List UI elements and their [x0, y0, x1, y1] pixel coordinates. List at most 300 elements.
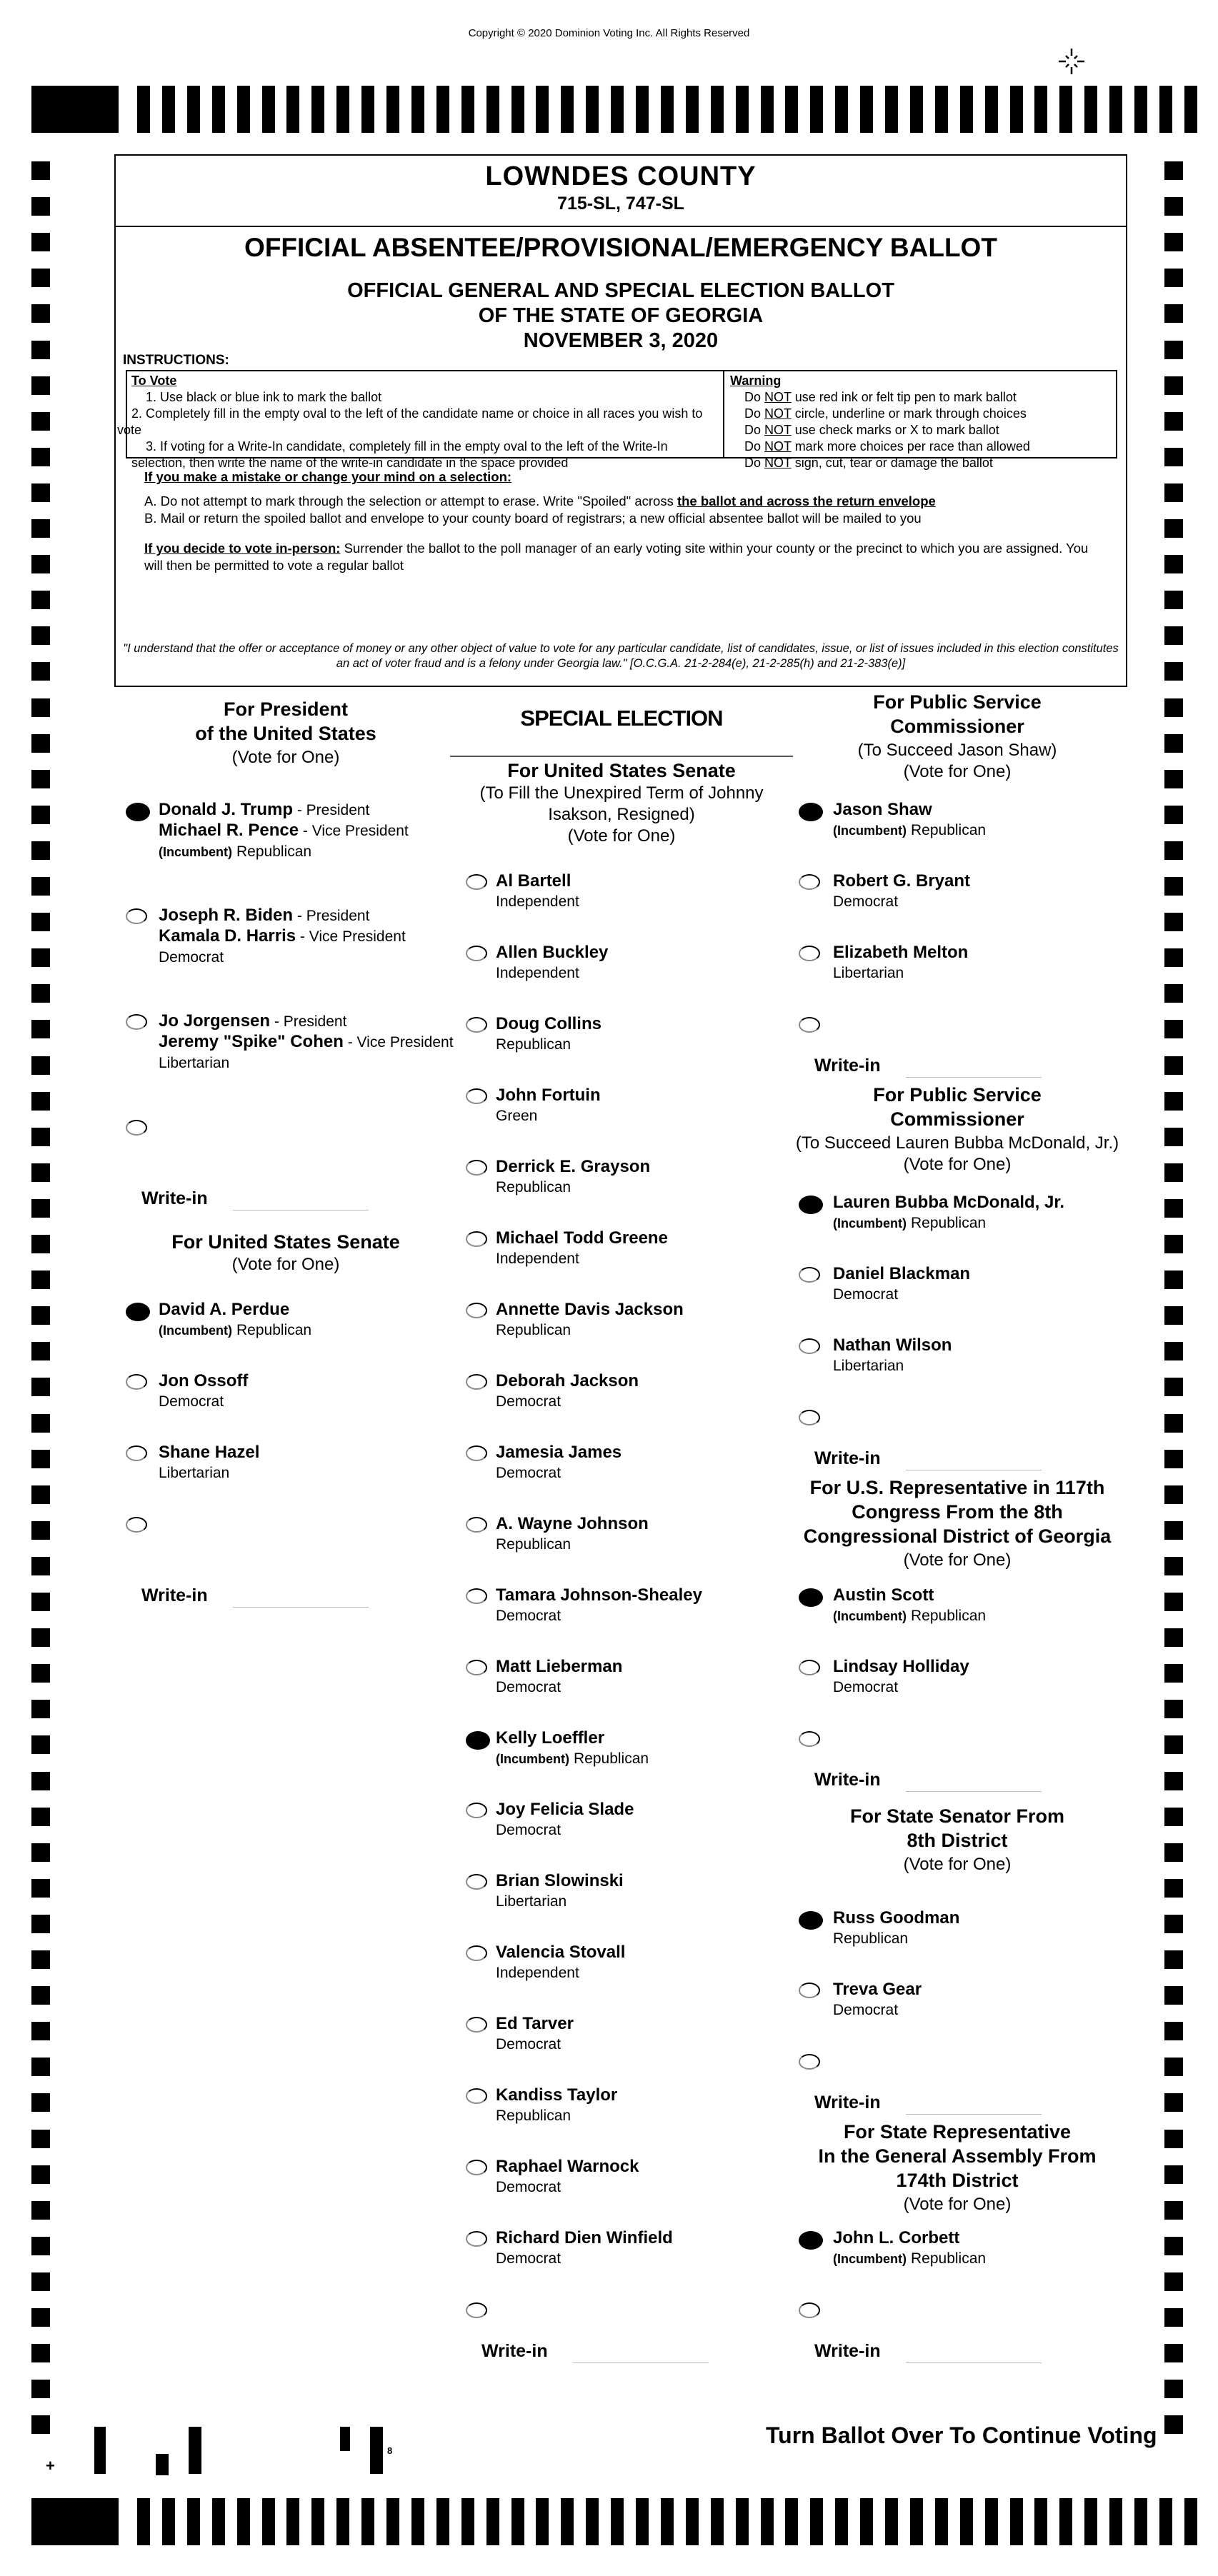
vote-oval[interactable] [466, 1374, 487, 1390]
write-in-oval[interactable] [126, 1120, 147, 1136]
vote-oval[interactable] [466, 1303, 487, 1318]
timing-mark [561, 86, 574, 133]
party-line [496, 1106, 601, 1126]
us-rep-title-line: For U.S. Representative in 117th [809, 1477, 1105, 1498]
vote-oval[interactable] [466, 1660, 487, 1675]
warning-post: sign, cut, tear or damage the ballot [791, 456, 993, 470]
candidate-name-line [496, 1800, 634, 1820]
candidate-joseph-r-biden [159, 906, 406, 968]
timing-mark [187, 2498, 200, 2545]
ballot-type: OFFICIAL ABSENTEE/PROVISIONAL/EMERGENCY BALLOT [244, 233, 997, 262]
footer-code-mark [370, 2427, 383, 2474]
precinct-codes: 715-SL, 747-SL [557, 194, 684, 214]
party-line [496, 1320, 684, 1340]
vote-oval[interactable] [466, 874, 487, 890]
candidate-name: Robert G. Bryant [833, 871, 971, 891]
timing-mark [137, 2498, 150, 2545]
candidate-name: Joy Felicia Slade [496, 1800, 634, 1819]
candidate-role: - President [293, 802, 370, 818]
candidate-michael-todd-greene [496, 1228, 668, 1269]
psc-shaw-title-line: Commissioner [890, 716, 1024, 737]
side-timing-mark [31, 1378, 50, 1396]
side-timing-mark [31, 1450, 50, 1468]
candidate-daniel-blackman [833, 1264, 970, 1305]
side-timing-mark [1164, 197, 1183, 216]
timing-mark [311, 86, 324, 133]
candidate-valencia-stovall [496, 1943, 625, 1983]
side-timing-mark [31, 197, 50, 216]
side-timing-mark [31, 1700, 50, 1718]
vote-oval[interactable] [799, 803, 823, 821]
candidate-name: Austin Scott [833, 1585, 934, 1605]
side-timing-mark [31, 734, 50, 753]
write-in-oval[interactable] [799, 2054, 820, 2070]
mistake-a: A. Do not attempt to mark through the selection or attempt to erase. Write "Spoiled" across [144, 493, 677, 508]
candidate-name-line [833, 1908, 959, 1928]
timing-mark [262, 86, 275, 133]
candidate-kandiss-taylor [496, 2085, 617, 2126]
warning-item [730, 438, 1110, 455]
candidate-a-wayne-johnson [496, 1514, 649, 1555]
side-timing-mark [31, 2165, 50, 2184]
psc-shaw-title [793, 690, 1122, 738]
side-timing-mark [31, 1342, 50, 1360]
vote-oval[interactable] [466, 1874, 487, 1890]
vote-oval[interactable] [466, 1803, 487, 1818]
vote-oval[interactable] [799, 1196, 823, 1214]
vote-oval[interactable] [466, 1017, 487, 1033]
timing-mark [486, 2498, 499, 2545]
warning-pre: Do [744, 423, 765, 437]
candidate-name-line [496, 1157, 650, 1177]
candidate-name: Matt Lieberman [496, 1657, 623, 1676]
in-person-heading: If you decide to vote in-person: [144, 541, 341, 556]
us-senate-title: For United States Senate [171, 1231, 400, 1253]
to-vote-step: 1. Use black or blue ink to mark the ballot [146, 390, 382, 404]
write-in-label: Write-in [814, 1056, 881, 1076]
party-name: Independent [496, 1965, 579, 1981]
timing-mark [137, 86, 150, 133]
incumbent-label: (Incumbent) [833, 823, 907, 838]
timing-mark [686, 2498, 699, 2545]
psc-mcdonald-title-line: Commissioner [890, 1108, 1024, 1130]
special-senate-sub-line: Isakson, Resigned) [548, 805, 695, 824]
side-timing-mark [31, 1163, 50, 1182]
side-timing-mark [1164, 2093, 1183, 2112]
side-timing-mark [1164, 2058, 1183, 2076]
side-timing-mark [1164, 1521, 1183, 1540]
side-timing-mark [31, 519, 50, 538]
timing-mark [1084, 2498, 1097, 2545]
candidate-treva-gear [833, 1980, 922, 2020]
party-name: Republican [574, 1750, 649, 1767]
side-timing-mark [1164, 304, 1183, 323]
side-timing-mark [1164, 2237, 1183, 2255]
side-timing-mark [1164, 1056, 1183, 1075]
vote-oval[interactable] [466, 1945, 487, 1961]
timing-mark [187, 86, 200, 133]
side-timing-mark [1164, 1772, 1183, 1790]
incumbent-label: (Incumbent) [159, 845, 232, 859]
side-timing-mark [31, 412, 50, 431]
side-timing-mark [1164, 734, 1183, 753]
party-name: Libertarian [496, 1893, 567, 1910]
candidate-name: Jon Ossoff [159, 1371, 249, 1390]
candidate-name-line [833, 1335, 952, 1355]
side-timing-mark [31, 555, 50, 573]
vote-oval[interactable] [799, 2231, 823, 2250]
party-name: Democrat [833, 2002, 899, 2018]
side-timing-mark [31, 269, 50, 287]
timing-mark [910, 86, 923, 133]
candidate-name: A. Wayne Johnson [496, 1514, 649, 1533]
state-senator-vote-for: (Vote for One) [903, 1855, 1012, 1874]
write-in-line[interactable] [906, 1791, 1042, 1792]
timing-mark [411, 86, 424, 133]
vote-oval[interactable] [466, 946, 487, 961]
side-timing-mark [1164, 1664, 1183, 1683]
timing-mark [561, 2498, 574, 2545]
vote-oval[interactable] [126, 1374, 147, 1390]
side-timing-mark [1164, 1450, 1183, 1468]
side-timing-mark [1164, 1879, 1183, 1898]
party-line [833, 1213, 1064, 1233]
incumbent-label: (Incumbent) [833, 1609, 907, 1623]
warning-item [730, 422, 1110, 438]
party-name: Republican [911, 1215, 987, 1231]
timing-mark [636, 2498, 649, 2545]
write-in-line[interactable] [573, 2362, 709, 2363]
turn-ballot-over-text: Turn Ballot Over To Continue Voting [766, 2422, 1157, 2448]
timing-mark [661, 2498, 674, 2545]
candidate-john-fortuin [496, 1086, 601, 1126]
side-timing-mark [1164, 806, 1183, 824]
write-in-label: Write-in [814, 2341, 881, 2361]
timing-mark [361, 2498, 374, 2545]
party-line [496, 1034, 601, 1055]
timing-mark [1134, 2498, 1147, 2545]
party-name: Republican [496, 2108, 571, 2124]
party-name: Democrat [496, 1465, 561, 1481]
side-timing-mark [1164, 1593, 1183, 1611]
timing-mark [885, 2498, 898, 2545]
write-in-label: Write-in [814, 1448, 881, 1468]
candidate-name: Jamesia James [496, 1443, 622, 1462]
vote-oval[interactable] [799, 1911, 823, 1930]
timing-mark [1059, 86, 1072, 133]
timing-mark [1034, 2498, 1047, 2545]
side-timing-mark [31, 1271, 50, 1289]
election-line-1: OFFICIAL GENERAL AND SPECIAL ELECTION BALLOT [347, 279, 894, 302]
candidate-name: Richard Dien Winfield [496, 2228, 673, 2247]
psc-mcdonald-title-line: For Public Service [873, 1084, 1042, 1106]
candidate-name-line [496, 1728, 649, 1748]
vote-oval[interactable] [466, 1088, 487, 1104]
timing-mark [511, 2498, 524, 2545]
candidate-joy-felicia-slade [496, 1800, 634, 1840]
party-line [496, 2034, 574, 2055]
write-in-line[interactable] [906, 1077, 1042, 1078]
candidate-name: Doug Collins [496, 1014, 601, 1033]
candidate-ed-tarver [496, 2014, 574, 2055]
side-timing-mark [31, 2380, 50, 2398]
candidate-name-line [833, 1264, 970, 1284]
side-timing-mark [31, 770, 50, 788]
timing-mark [1134, 86, 1147, 133]
vote-oval[interactable] [126, 1303, 150, 1321]
party-line [833, 1284, 970, 1305]
timing-mark [611, 86, 624, 133]
candidate-lindsay-holliday [833, 1657, 969, 1698]
party-name: Democrat [496, 1608, 561, 1624]
party-line [159, 1391, 248, 1412]
party-line [833, 1928, 959, 1949]
timing-mark [661, 86, 674, 133]
footer-code-mark [189, 2427, 201, 2474]
to-vote-heading: To Vote [131, 374, 177, 388]
write-in-line[interactable] [906, 2114, 1042, 2115]
candidate-name: John L. Corbett [833, 2228, 960, 2247]
side-timing-mark [1164, 412, 1183, 431]
vote-oval[interactable] [466, 1588, 487, 1604]
side-timing-mark [31, 2058, 50, 2076]
warning-section [724, 371, 1116, 470]
mistake-heading: If you make a mistake or change your mind on a selection: [144, 469, 512, 484]
timing-mark [736, 86, 749, 133]
candidate-name-line [159, 800, 409, 821]
warning-list [730, 389, 1110, 471]
timing-mark [262, 2498, 275, 2545]
party-line [496, 1391, 639, 1412]
warning-not: NOT [764, 390, 792, 404]
candidate-nathan-wilson [833, 1335, 952, 1376]
candidate-name-line [496, 1371, 639, 1391]
timing-mark [985, 2498, 998, 2545]
candidate-name-line [159, 906, 406, 926]
vote-oval[interactable] [799, 1267, 820, 1283]
vote-oval[interactable] [799, 874, 820, 890]
write-in-oval[interactable] [126, 1517, 147, 1533]
timing-mark [411, 2498, 424, 2545]
side-timing-mark [1164, 555, 1183, 573]
crosshair-icon [1057, 47, 1086, 76]
timing-mark [1084, 86, 1097, 133]
candidate-name: Treva Gear [833, 1980, 922, 1999]
mistake-a-emphasis: the ballot and across the return envelope [677, 493, 936, 508]
side-timing-mark [1164, 662, 1183, 681]
side-timing-mark [1164, 2415, 1183, 2434]
state-rep-title-line: 174th District [896, 2170, 1019, 2191]
side-timing-mark [31, 2415, 50, 2434]
vote-oval[interactable] [799, 946, 820, 961]
side-timing-mark [1164, 2022, 1183, 2040]
timing-marks-top [31, 86, 1183, 133]
vote-oval[interactable] [126, 1014, 147, 1030]
vote-oval[interactable] [126, 1445, 147, 1461]
side-timing-mark [31, 1843, 50, 1862]
running-mate-role: - Vice President [343, 1034, 454, 1051]
psc-shaw-sub: (To Succeed Jason Shaw) [857, 741, 1057, 760]
write-in-line[interactable] [233, 1607, 369, 1608]
running-mate-line [159, 926, 406, 947]
vote-oval[interactable] [466, 2017, 487, 2033]
party-name: Republican [236, 1322, 312, 1338]
candidate-name: Daniel Blackman [833, 1264, 971, 1283]
to-vote-step: 3. If voting for a Write-In candidate, completely fill in the empty oval to the left of the Write-In selection, then write the name of the write-in candidate in the space provided [131, 439, 668, 470]
candidate-name-line [833, 871, 970, 891]
timing-marks-bottom [31, 2498, 1183, 2545]
write-in-line[interactable] [906, 2362, 1042, 2363]
timing-mark [436, 86, 449, 133]
timing-mark [910, 2498, 923, 2545]
side-timing-mark [1164, 1700, 1183, 1718]
timing-mark [237, 2498, 250, 2545]
vote-oval[interactable] [466, 2231, 487, 2247]
vote-oval[interactable] [466, 2160, 487, 2175]
party-name: Republican [911, 822, 987, 838]
candidate-name-line [496, 1585, 702, 1605]
party-name: Democrat [496, 1393, 561, 1410]
vote-oval[interactable] [799, 1588, 823, 1607]
to-vote-step: 2. Completely fill in the empty oval to the left of the candidate name or choice in all races you wish to vote [117, 406, 703, 437]
side-timing-mark [31, 1915, 50, 1933]
side-timing-mark [31, 1414, 50, 1433]
candidate-name-line [833, 943, 968, 963]
side-timing-mark [31, 1128, 50, 1146]
candidate-richard-dien-winfield [496, 2228, 673, 2269]
party-line [833, 2248, 986, 2269]
candidate-name: Lindsay Holliday [833, 1657, 969, 1676]
timing-mark [835, 2498, 848, 2545]
side-timing-mark [1164, 1128, 1183, 1146]
incumbent-label: (Incumbent) [159, 1323, 232, 1338]
side-timing-mark [31, 1557, 50, 1575]
side-timing-mark [31, 448, 50, 466]
warning-not: NOT [764, 423, 792, 437]
party-line [496, 1677, 622, 1698]
side-timing-mark [1164, 2344, 1183, 2362]
write-in-oval[interactable] [799, 2302, 820, 2318]
write-in-oval[interactable] [799, 1410, 820, 1425]
timing-mark [336, 2498, 349, 2545]
party-name: Democrat [496, 1822, 561, 1838]
side-timing-mark [1164, 1735, 1183, 1754]
side-timing-mark [31, 1735, 50, 1754]
warning-item [730, 389, 1110, 406]
timing-mark [461, 86, 474, 133]
party-name: Independent [496, 965, 579, 981]
candidate-doug-collins [496, 1014, 601, 1055]
candidate-name-line [833, 1193, 1064, 1213]
side-timing-mark [1164, 519, 1183, 538]
write-in-label: Write-in [814, 2093, 881, 2113]
running-mate-line [159, 821, 409, 841]
vote-oval[interactable] [466, 1160, 487, 1176]
candidate-name: Shane Hazel [159, 1443, 260, 1462]
party-name: Democrat [496, 1679, 561, 1695]
candidate-allen-buckley [496, 943, 608, 983]
side-timing-mark [1164, 269, 1183, 287]
vote-oval[interactable] [799, 1983, 820, 1998]
side-timing-mark [31, 2130, 50, 2148]
vote-oval[interactable] [126, 908, 147, 924]
election-line-2: OF THE STATE OF GEORGIA [478, 304, 764, 327]
party-line [159, 1053, 454, 1073]
write-in-oval[interactable] [799, 1731, 820, 1747]
write-in-oval[interactable] [466, 2302, 487, 2318]
side-timing-mark [31, 1521, 50, 1540]
candidate-name-line [496, 1086, 601, 1106]
write-in-oval[interactable] [799, 1017, 820, 1033]
party-line [496, 2105, 617, 2126]
timing-mark [311, 2498, 324, 2545]
candidate-name-line [496, 1014, 601, 1034]
side-timing-mark [1164, 1199, 1183, 1218]
vote-oval[interactable] [466, 1517, 487, 1533]
vote-oval[interactable] [799, 1338, 820, 1354]
psc-shaw-title-line: For Public Service [873, 691, 1042, 713]
special-election-rule [450, 756, 793, 757]
candidate-jason-shaw [833, 800, 986, 841]
write-in-line[interactable] [233, 1210, 369, 1211]
mistake-instructions [144, 468, 1109, 574]
candidate-raphael-warnock [496, 2157, 639, 2197]
timing-mark [885, 86, 898, 133]
psc-mcdonald-vote-for: (Vote for One) [903, 1155, 1012, 1174]
candidate-role: - President [270, 1013, 347, 1030]
election-date: NOVEMBER 3, 2020 [523, 329, 719, 352]
candidate-name: Tamara Johnson-Shealey [496, 1585, 702, 1605]
candidate-donald-j-trump [159, 800, 409, 862]
side-timing-mark [31, 1092, 50, 1111]
vote-oval[interactable] [466, 1231, 487, 1247]
side-timing-mark [1164, 2308, 1183, 2327]
us-rep-title-line: Congress From the 8th [852, 1501, 1063, 1523]
side-timing-mark [1164, 1557, 1183, 1575]
party-name: Republican [496, 1179, 571, 1196]
special-election-label: SPECIAL ELECTION [520, 706, 723, 731]
vote-oval[interactable] [466, 1445, 487, 1461]
party-name: Democrat [833, 1286, 899, 1303]
timing-mark [935, 86, 948, 133]
state-senator-title-line: 8th District [907, 1830, 1008, 1851]
side-timing-mark [1164, 2380, 1183, 2398]
president-vote-for: (Vote for One) [231, 748, 340, 767]
ballot-header [114, 154, 1127, 687]
party-name: Libertarian [159, 1465, 230, 1481]
candidate-name-line [159, 1443, 259, 1463]
party-name: Republican [911, 1608, 987, 1624]
vote-oval[interactable] [466, 2088, 487, 2104]
timing-mark [386, 86, 399, 133]
side-timing-mark [31, 2237, 50, 2255]
candidate-name: Jo Jorgensen [159, 1011, 271, 1031]
vote-oval[interactable] [466, 1731, 490, 1750]
warning-pre: Do [744, 406, 765, 421]
party-line [833, 2000, 922, 2020]
side-timing-mark [1164, 1163, 1183, 1182]
candidate-russ-goodman [833, 1908, 959, 1949]
state-senator-title-line: For State Senator From [849, 1805, 1065, 1827]
side-timing-mark [31, 1986, 50, 2005]
party-name: Libertarian [833, 1358, 904, 1374]
candidate-name: Brian Slowinski [496, 1871, 624, 1890]
timing-mark [611, 2498, 624, 2545]
vote-oval[interactable] [126, 803, 150, 821]
side-timing-mark [31, 2093, 50, 2112]
vote-oval[interactable] [799, 1660, 820, 1675]
party-name: Republican [911, 2250, 987, 2267]
